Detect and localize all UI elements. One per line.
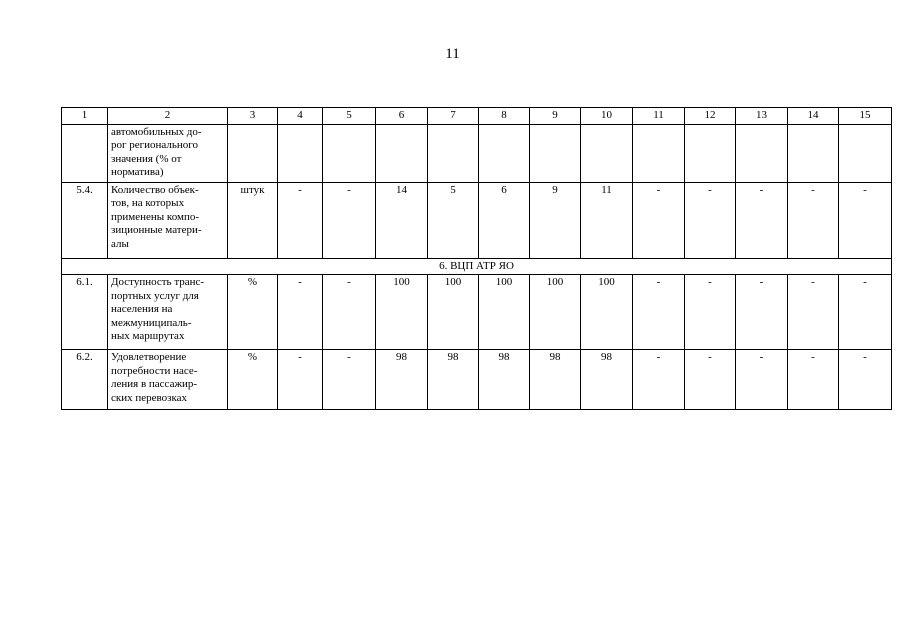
header-cell: 3	[228, 108, 278, 125]
header-cell: 9	[530, 108, 581, 125]
value-cell	[788, 124, 839, 182]
indicators-table	[61, 107, 892, 410]
value-cell: -	[788, 275, 839, 350]
unit-cell: %	[228, 350, 278, 410]
unit-cell	[228, 124, 278, 182]
value-cell	[685, 124, 736, 182]
indicator-name: Удовлетворение потребности насе- ления в пассажир- ских перевозках	[108, 350, 228, 410]
table-row	[62, 124, 892, 182]
value-cell: 98	[479, 350, 530, 410]
value-cell: -	[323, 350, 376, 410]
header-cell: 12	[685, 108, 736, 125]
value-cell: 100	[581, 275, 633, 350]
header-cell: 2	[108, 108, 228, 125]
unit-cell: штук	[228, 182, 278, 258]
value-cell: -	[633, 275, 685, 350]
header-cell: 14	[788, 108, 839, 125]
value-cell: -	[278, 275, 323, 350]
value-cell: 100	[479, 275, 530, 350]
value-cell: 14	[376, 182, 428, 258]
value-cell: -	[736, 275, 788, 350]
value-cell: -	[788, 350, 839, 410]
value-cell	[323, 124, 376, 182]
value-cell: -	[736, 182, 788, 258]
value-cell: 98	[530, 350, 581, 410]
value-cell: -	[323, 275, 376, 350]
value-cell: 100	[530, 275, 581, 350]
value-cell: -	[839, 275, 892, 350]
page-number: 11	[445, 46, 460, 62]
value-cell: -	[736, 350, 788, 410]
value-cell	[479, 124, 530, 182]
header-cell: 10	[581, 108, 633, 125]
value-cell: -	[633, 182, 685, 258]
header-cell: 7	[428, 108, 479, 125]
header-cell: 4	[278, 108, 323, 125]
value-cell: -	[633, 350, 685, 410]
value-cell: -	[685, 275, 736, 350]
value-cell: 98	[428, 350, 479, 410]
value-cell: -	[839, 182, 892, 258]
value-cell	[633, 124, 685, 182]
header-cell: 8	[479, 108, 530, 125]
indicator-name: автомобильных до- рог регионального значения (% от норматива)	[108, 124, 228, 182]
section-title: 6. ВЦП АТР ЯО	[62, 258, 892, 275]
value-cell	[278, 124, 323, 182]
section-row	[62, 258, 892, 275]
header-cell: 13	[736, 108, 788, 125]
value-cell	[839, 124, 892, 182]
value-cell: 6	[479, 182, 530, 258]
value-cell: -	[323, 182, 376, 258]
table-row	[62, 350, 892, 410]
indicator-name: Количество объек- тов, на которых применены компо- зиционные матери- алы	[108, 182, 228, 258]
header-cell: 5	[323, 108, 376, 125]
header-cell: 1	[62, 108, 108, 125]
value-cell: -	[839, 350, 892, 410]
row-number: 6.2.	[62, 350, 108, 410]
table-row	[62, 182, 892, 258]
value-cell: -	[278, 182, 323, 258]
value-cell: 98	[581, 350, 633, 410]
row-number	[62, 124, 108, 182]
value-cell	[376, 124, 428, 182]
value-cell: 98	[376, 350, 428, 410]
table-row	[62, 275, 892, 350]
value-cell: 100	[376, 275, 428, 350]
header-cell: 15	[839, 108, 892, 125]
header-row	[62, 108, 892, 125]
header-cell: 6	[376, 108, 428, 125]
value-cell: 11	[581, 182, 633, 258]
header-cell: 11	[633, 108, 685, 125]
value-cell: -	[685, 182, 736, 258]
value-cell	[736, 124, 788, 182]
unit-cell: %	[228, 275, 278, 350]
value-cell: -	[788, 182, 839, 258]
value-cell: -	[278, 350, 323, 410]
value-cell	[428, 124, 479, 182]
row-number: 5.4.	[62, 182, 108, 258]
value-cell: -	[685, 350, 736, 410]
value-cell	[530, 124, 581, 182]
value-cell	[581, 124, 633, 182]
value-cell: 5	[428, 182, 479, 258]
value-cell: 100	[428, 275, 479, 350]
value-cell: 9	[530, 182, 581, 258]
indicator-name: Доступность транс- портных услуг для населения на межмуниципаль- ных маршрутах	[108, 275, 228, 350]
row-number: 6.1.	[62, 275, 108, 350]
